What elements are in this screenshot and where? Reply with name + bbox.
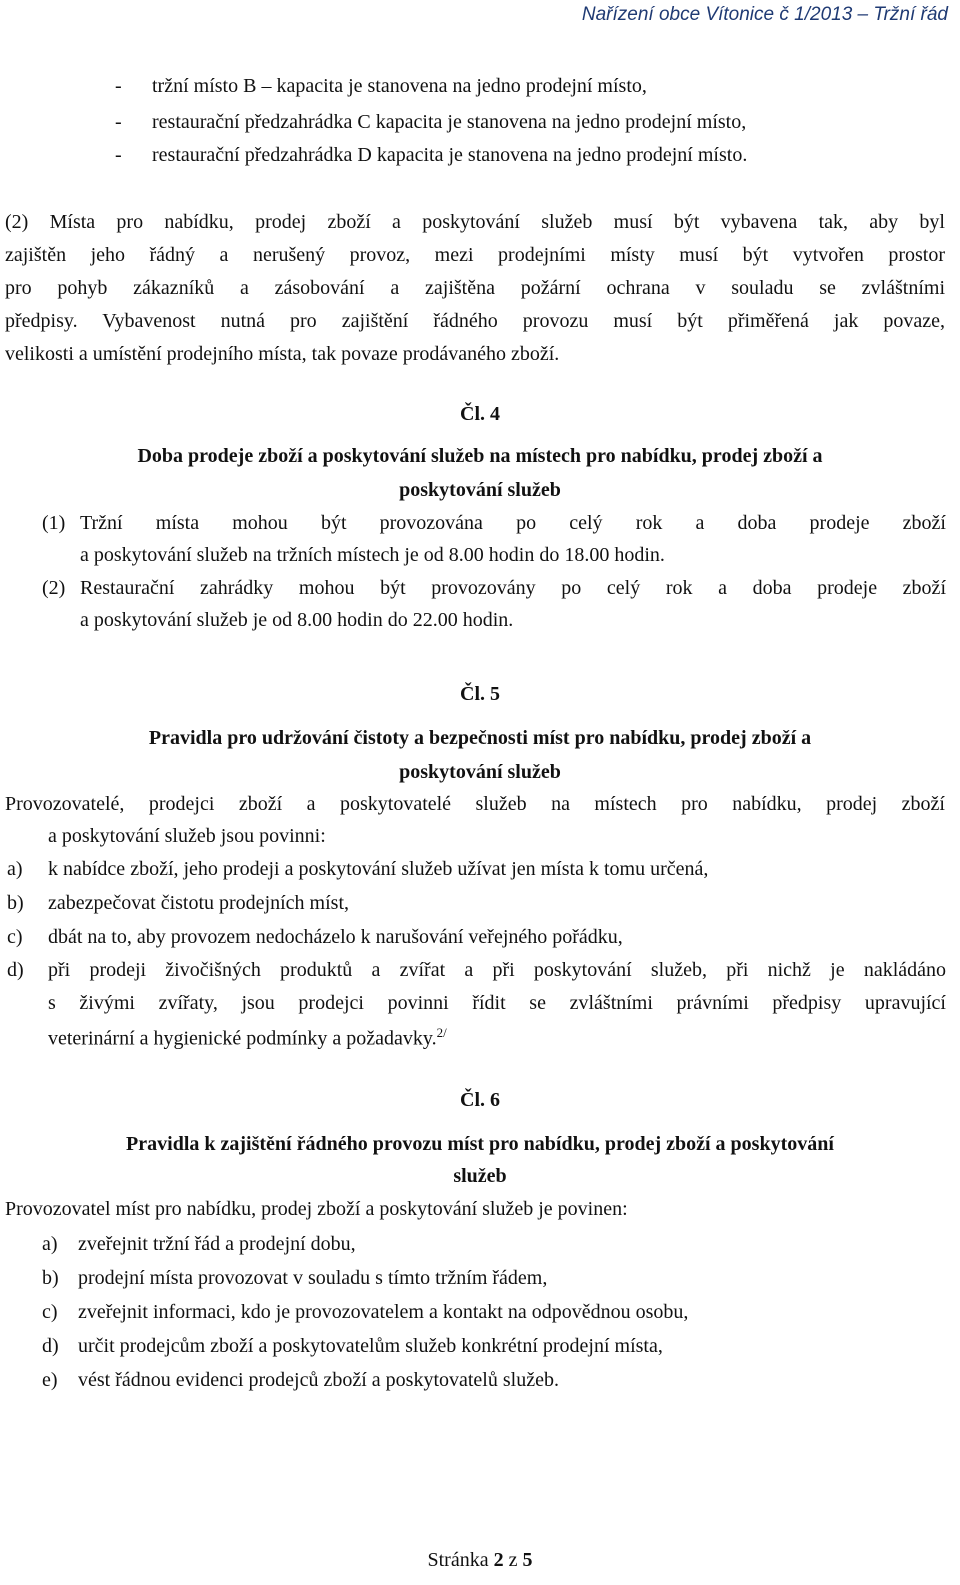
item-text: Restaurační zahrádky mohou být provozovány po celý rok a doba prodeje zboží xyxy=(80,577,946,599)
item-label: c) xyxy=(7,926,23,948)
paragraph-line: předpisy. Vybavenost nutná pro zajištění řádného provozu musí být přiměřená jak povaze, xyxy=(5,310,945,332)
page-footer xyxy=(0,1550,960,1570)
item-text-last xyxy=(48,1026,447,1049)
page-number: 2 xyxy=(493,1549,504,1571)
item-label: d) xyxy=(7,959,24,981)
item-text: s živými zvířaty, jsou prodejci povinni řídit se zvláštními právními předpisy upravující xyxy=(48,992,946,1014)
footnote-ref[interactable]: 2/ xyxy=(436,1025,447,1040)
item-label: b) xyxy=(7,892,24,914)
article-title: poskytování služeb xyxy=(399,479,561,501)
paragraph-line: (2) Místa pro nabídku, prodej zboží a poskytování služeb musí být vybavena tak, aby byl xyxy=(5,211,945,233)
item-label: (2) xyxy=(42,577,66,599)
page-total: 5 xyxy=(522,1549,533,1571)
item-text: zveřejnit informaci, kdo je provozovatelem a kontakt na odpovědnou osobu, xyxy=(78,1301,689,1323)
list-item: restaurační předzahrádka D kapacita je stanovena na jedno prodejní místo. xyxy=(152,144,748,166)
item-label: d) xyxy=(42,1335,59,1357)
article-number: Čl. 4 xyxy=(460,403,500,425)
page-header: Nařízení obce Vítonice č 1/2013 – Tržní řád xyxy=(581,4,948,25)
item-text: zabezpečovat čistotu prodejních míst, xyxy=(48,892,350,914)
item-text: dbát na to, aby provozem nedocházelo k narušování veřejného pořádku, xyxy=(48,926,623,948)
article-title: Doba prodeje zboží a poskytování služeb na místech pro nabídku, prodej zboží a xyxy=(137,445,823,467)
item-label: e) xyxy=(42,1369,58,1391)
article-title: Pravidla pro udržování čistoty a bezpečnosti míst pro nabídku, prodej zboží a xyxy=(148,727,812,749)
footer-prefix: Stránka xyxy=(427,1549,494,1571)
article-number: Čl. 5 xyxy=(460,683,500,705)
item-text: zveřejnit tržní řád a prodejní dobu, xyxy=(78,1233,356,1255)
item-label: a) xyxy=(42,1233,58,1255)
footer-mid: z xyxy=(503,1549,523,1571)
item-text: vést řádnou evidenci prodejců zboží a poskytovatelů služeb. xyxy=(78,1369,559,1391)
article-title: Pravidla k zajištění řádného provozu míst pro nabídku, prodej zboží a poskytování xyxy=(126,1133,834,1155)
paragraph-line: zajištěn jeho řádný a nerušený provoz, mezi prodejními místy musí být vytvořen prostor xyxy=(5,244,945,266)
item-label: b) xyxy=(42,1267,59,1289)
item-label: (1) xyxy=(42,512,66,534)
paragraph-line: pro pohyb zákazníků a zásobování a zajištěna požární ochrana v souladu se zvláštními xyxy=(5,277,945,299)
article-intro: a poskytování služeb jsou povinni: xyxy=(48,825,326,847)
article-intro: Provozovatel míst pro nabídku, prodej zboží a poskytování služeb je povinen: xyxy=(5,1198,628,1220)
list-item: restaurační předzahrádka C kapacita je stanovena na jedno prodejní místo, xyxy=(152,111,747,133)
article-title: poskytování služeb xyxy=(399,761,561,783)
item-text: veterinární a hygienické podmínky a požadavky. xyxy=(48,1027,437,1050)
item-text: určit prodejcům zboží a poskytovatelům služeb konkrétní prodejní místa, xyxy=(78,1335,663,1357)
article-number: Čl. 6 xyxy=(460,1089,500,1111)
item-text: prodejní místa provozovat v souladu s tímto tržním řádem, xyxy=(78,1267,548,1289)
dash: - xyxy=(115,144,122,166)
item-label: c) xyxy=(42,1301,58,1323)
article-title: služeb xyxy=(453,1165,507,1187)
item-label: a) xyxy=(7,858,23,880)
list-item: tržní místo B – kapacita je stanovena na jedno prodejní místo, xyxy=(152,75,647,97)
article-intro: Provozovatelé, prodejci zboží a poskytovatelé služeb na místech pro nabídku, prodej zboží xyxy=(5,793,945,815)
item-text: k nabídce zboží, jeho prodeji a poskytování služeb užívat jen místa k tomu určená, xyxy=(48,858,709,880)
item-text: při prodeji živočišných produktů a zvířat a při poskytování služeb, při nichž je nakládáno xyxy=(48,959,946,981)
dash: - xyxy=(115,75,122,97)
item-text: a poskytování služeb je od 8.00 hodin do 22.00 hodin. xyxy=(80,609,514,631)
item-text: a poskytování služeb na tržních místech je od 8.00 hodin do 18.00 hodin. xyxy=(80,544,665,566)
paragraph-line: velikosti a umístění prodejního místa, tak povaze prodávaného zboží. xyxy=(5,343,560,365)
item-text: Tržní místa mohou být provozována po celý rok a doba prodeje zboží xyxy=(80,512,946,534)
dash: - xyxy=(115,111,122,133)
